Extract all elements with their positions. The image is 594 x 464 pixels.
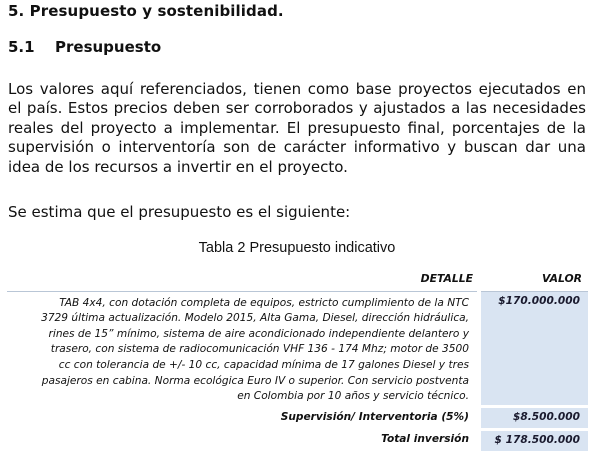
budget-table: [7, 269, 588, 451]
description-line: pasajeros en cabina. Norma ecológica Euro IV o superior. Con servicio postventa: [41, 374, 469, 387]
table-row: [7, 291, 588, 407]
description-line: 3729 última actualización. Modelo 2015, Alta Gama, Diesel, dirección hidráulica,: [41, 312, 469, 325]
table-row: [7, 429, 588, 451]
subsection-title: [8, 38, 161, 56]
item-value: $170.000.000: [479, 291, 588, 407]
value-header: VALOR: [479, 269, 588, 291]
table-row: [7, 407, 588, 430]
item-description: [7, 291, 479, 407]
description-line: trasero, con sistema de radiocomunicación VHF 136 - 174 Mhz; motor de 3500: [50, 343, 469, 356]
intro-paragraph: Los valores aquí referenciados, tienen como base proyectos ejecutados en el país. Estos precios deben ser corroborados y ajustados a las necesidades reales del proyecto a implementar. El presupuesto final, porcentajes de la supervisión o interventoría son de carácter informativo y buscan dar una idea de los recursos a invertir en el proyecto.: [8, 80, 586, 176]
supervision-value: $8.500.000: [479, 407, 588, 430]
estimate-paragraph: Se estima que el presupuesto es el siguiente:: [8, 203, 351, 221]
total-value: $ 178.500.000: [479, 429, 588, 451]
supervision-label: Supervisión/ Interventoria (5%): [7, 407, 479, 430]
table-caption: Tabla 2 Presupuesto indicativo: [198, 240, 396, 256]
section-title: 5. Presupuesto y sostenibilidad.: [8, 2, 284, 20]
detail-header: DETALLE: [7, 269, 479, 291]
description-line: cc con tolerancia de +/- 10 cc, capacidad mínima de 17 galones Diesel y tres: [58, 358, 469, 371]
description-line: TAB 4x4, con dotación completa de equipos, estricto cumplimiento de la NTC: [59, 296, 469, 309]
table-header-row: [7, 269, 588, 291]
description-line: en Colombia por 10 años y servicio técnico.: [237, 390, 469, 403]
total-label: Total inversión: [7, 429, 479, 451]
subsection-label: Presupuesto: [55, 38, 162, 56]
subsection-number: 5.1: [8, 38, 35, 56]
description-line: rines de 15” mínimo, sistema de aire acondicionado independiente delantero y: [48, 327, 469, 340]
